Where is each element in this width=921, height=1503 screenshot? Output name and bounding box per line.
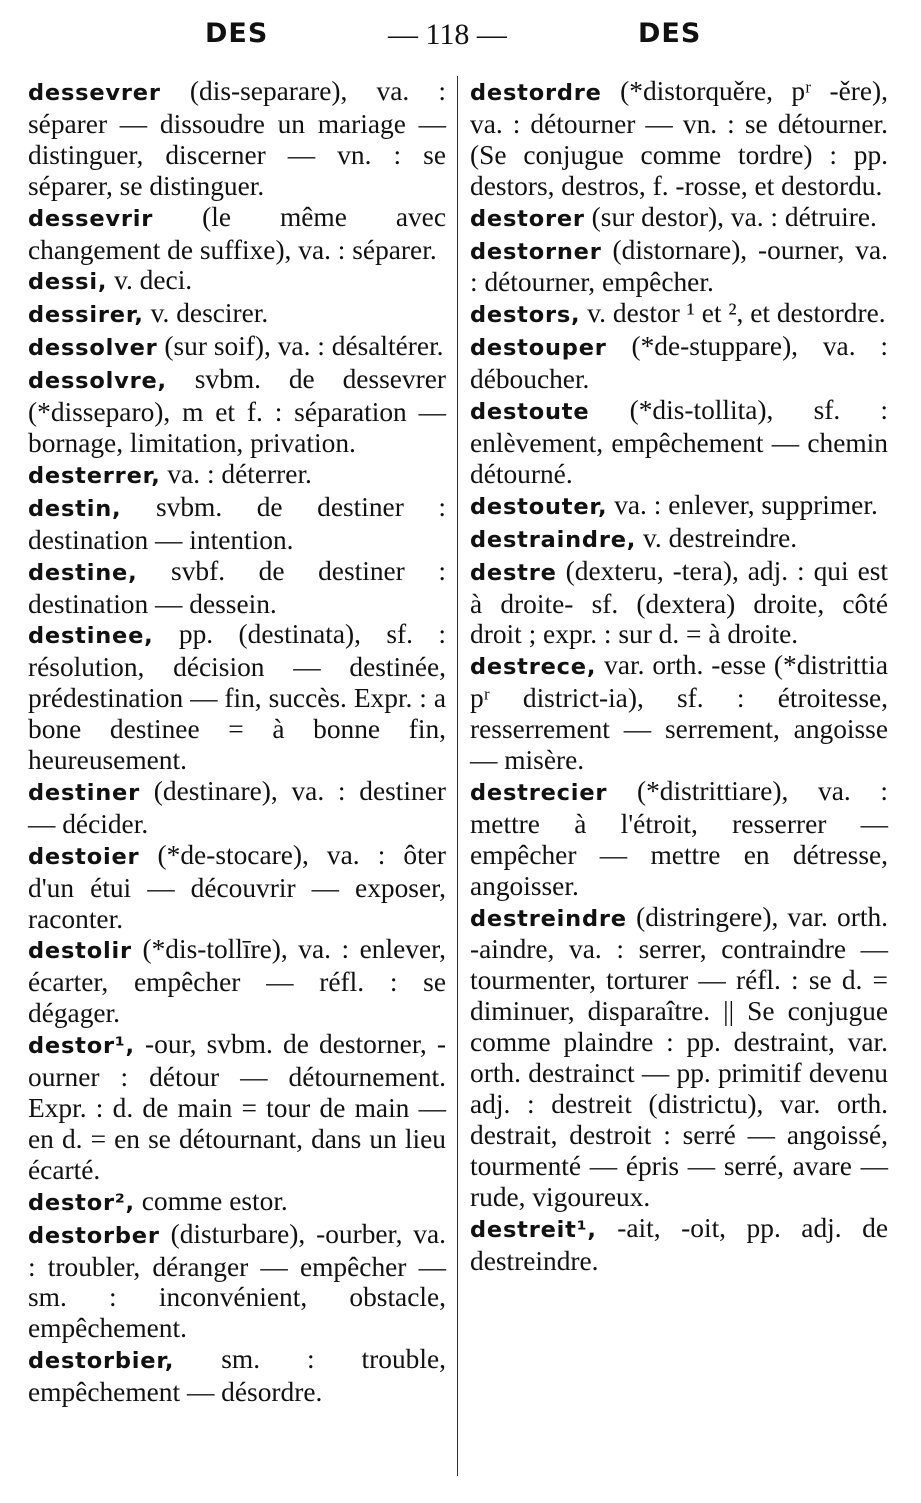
right-column (470, 76, 888, 1276)
dictionary-entry (28, 1029, 446, 1186)
dictionary-entry (28, 840, 446, 935)
entry-headword: destorber (28, 1222, 160, 1249)
entry-headword: destrecier (470, 779, 608, 806)
entry-definition: (distornare), -ourner, va. : détourner, empêcher. (470, 234, 888, 298)
entry-headword: destors, (470, 302, 581, 329)
entry-definition: (dis-separare), va. : séparer — dissoudre un mariage — distinguer, discerner — vn. : se séparer, se distinguer. (28, 76, 446, 201)
dictionary-entry (470, 556, 888, 651)
dictionary-entry (470, 331, 888, 395)
entry-definition: (destinare), va. : destiner — décider. (28, 775, 446, 839)
entry-definition: (*dis-tollita), sf. : enlèvement, empêchement — chemin détourné. (470, 395, 888, 489)
entry-definition: svbf. de destiner : destination — dessein. (28, 555, 446, 619)
entry-definition: v. destreindre. (636, 522, 798, 553)
entry-headword: destordre (470, 80, 602, 106)
dictionary-entry (470, 298, 888, 331)
dictionary-entry (470, 776, 888, 902)
entry-headword: destorner (470, 238, 602, 265)
entry-definition: (le même avec changement de suffixe), va. : séparer. (28, 201, 446, 265)
entry-definition: (distringere), var. orth. -aindre, va. : serrer, contraindre — tourmenter, torturer — réfl. : se d. = diminuer, disparaître. || Se conjugue comme plaindre : pp. destraint, var. orth. destrainct — pp. primitif devenu adj. : destreit (districtu), var. orth. destrait, destroit : serré — angoissé, tourmenté — épris — serré, avare — rude, vigoureux. (470, 901, 888, 1212)
entry-headword: destiner (28, 779, 141, 806)
entry-definition: var. orth. -esse (*distrittia pʳ district-ia), sf. : étroitesse, resserrement — serrement, angoisse — misère. (470, 650, 888, 776)
entry-headword: destorbier, (28, 1348, 175, 1375)
dictionary-entry (28, 331, 446, 364)
dictionary-entry (28, 202, 446, 266)
dictionary-entry (28, 1219, 446, 1345)
entry-headword: destorer (470, 205, 585, 232)
dictionary-entry (470, 202, 888, 235)
entry-definition: svbm. de destiner : destination — intention. (28, 491, 446, 555)
entry-definition: -ait, -oit, pp. adj. de destreindre. (470, 1212, 888, 1276)
entry-headword: destolir (28, 938, 132, 965)
left-running-head: DES (205, 18, 269, 49)
entry-definition: (disturbare), -ourber, va. : troubler, déranger — empêcher — sm. : inconvénient, obstacle, empêchement. (28, 1218, 446, 1344)
page-number: — 118 — (388, 18, 507, 51)
dictionary-entry (470, 523, 888, 556)
entry-headword: dessirer, (28, 302, 144, 329)
dictionary-entry (28, 76, 446, 202)
entry-definition: (dexteru, -tera), adj. : qui est à droite- sf. (dextera) droite, côté droit ; expr. : sur d. = à droite. (470, 555, 888, 650)
dictionary-entry (28, 1186, 446, 1219)
entry-headword: dessevrer (28, 80, 161, 106)
entry-headword: dessolvre, (28, 368, 167, 395)
dictionary-entry (28, 1344, 446, 1408)
entry-headword: destouter, (470, 493, 608, 520)
dictionary-entry (28, 459, 446, 492)
dictionary-entry (470, 650, 888, 776)
dictionary-entry (28, 776, 446, 840)
entry-definition: sm. : trouble, empêchement — désordre. (28, 1344, 446, 1408)
entry-headword: dessolver (28, 335, 158, 362)
entry-headword: destre (470, 559, 557, 586)
right-running-head: DES (638, 18, 702, 49)
dictionary-entry (28, 934, 446, 1029)
entry-definition: (*dis-tollīre), va. : enlever, écarter, empêcher — réfl. : se dégager. (28, 934, 446, 1029)
entry-headword: dessevrir (28, 205, 154, 232)
entry-headword: destouper (470, 335, 607, 362)
entry-headword: destoute (470, 399, 590, 426)
dictionary-entry (470, 902, 888, 1213)
entry-definition: v. destor ¹ et ², et destordre. (580, 298, 886, 329)
dictionary-entry (28, 619, 446, 776)
column-divider (457, 76, 458, 1476)
dictionary-entry (28, 364, 446, 459)
entry-definition: (sur destor), va. : détruire. (584, 201, 877, 232)
entry-headword: destor¹, (28, 1033, 135, 1060)
entry-definition: pp. (destinata), sf. : résolution, décision — destinée, prédestination — fin, succès. Expr. : a bone destinee = à bonne fin, heureusement. (28, 619, 446, 776)
dictionary-entry (470, 490, 888, 523)
entry-headword: destraindre, (470, 526, 637, 553)
entry-definition: (*de-stuppare), va. : déboucher. (470, 331, 888, 395)
entry-definition: v. deci. (107, 265, 193, 296)
entry-definition: va. : déterrer. (160, 458, 312, 489)
entry-headword: destin, (28, 495, 122, 522)
entry-definition: (*distrittiare), va. : mettre à l'étroit, resserrer — empêcher — mettre en détresse, angoisser. (470, 775, 888, 901)
entry-definition: (sur soif), va. : désaltérer. (157, 331, 444, 362)
dictionary-entry (470, 1213, 888, 1277)
dictionary-entry (470, 395, 888, 490)
entry-headword: destreit¹, (470, 1216, 597, 1243)
dictionary-entry (28, 556, 446, 620)
entry-headword: destoier (28, 843, 140, 870)
entry-definition: comme estor. (134, 1185, 288, 1216)
entry-definition: svbm. de dessevrer (*disseparo), m et f. : séparation — bornage, limitation, privation. (28, 364, 446, 458)
dictionary-entry (28, 265, 446, 298)
page-header (0, 18, 921, 62)
entry-headword: destor², (28, 1189, 135, 1216)
entry-headword: destine, (28, 559, 138, 586)
entry-definition: va. : enlever, supprimer. (607, 489, 878, 520)
left-column (28, 76, 446, 1408)
entry-definition: (*de-stocare), va. : ôter d'un étui — découvrir — exposer, raconter. (28, 839, 446, 934)
entry-definition: v. descirer. (143, 298, 269, 329)
dictionary-entry (28, 298, 446, 331)
entry-headword: desterrer, (28, 462, 161, 489)
dictionary-entry (470, 235, 888, 299)
dictionary-entry (470, 76, 888, 202)
entry-definition: (*distorquěre, pʳ -ěre), va. : détourner — vn. : se détourner. (Se conjugue comme tordre) : pp. destors, destros, f. -rosse, et destordu. (470, 76, 888, 201)
entry-headword: destrece, (470, 654, 597, 681)
entry-headword: destreindre (470, 905, 627, 932)
entry-headword: destinee, (28, 623, 154, 650)
dictionary-entry (28, 492, 446, 556)
entry-headword: dessi, (28, 269, 108, 296)
entry-definition: -our, svbm. de destorner, -ourner : détour — détournement. Expr. : d. de main = tour de main — en d. = en se détournant, dans un lieu écarté. (28, 1029, 446, 1185)
